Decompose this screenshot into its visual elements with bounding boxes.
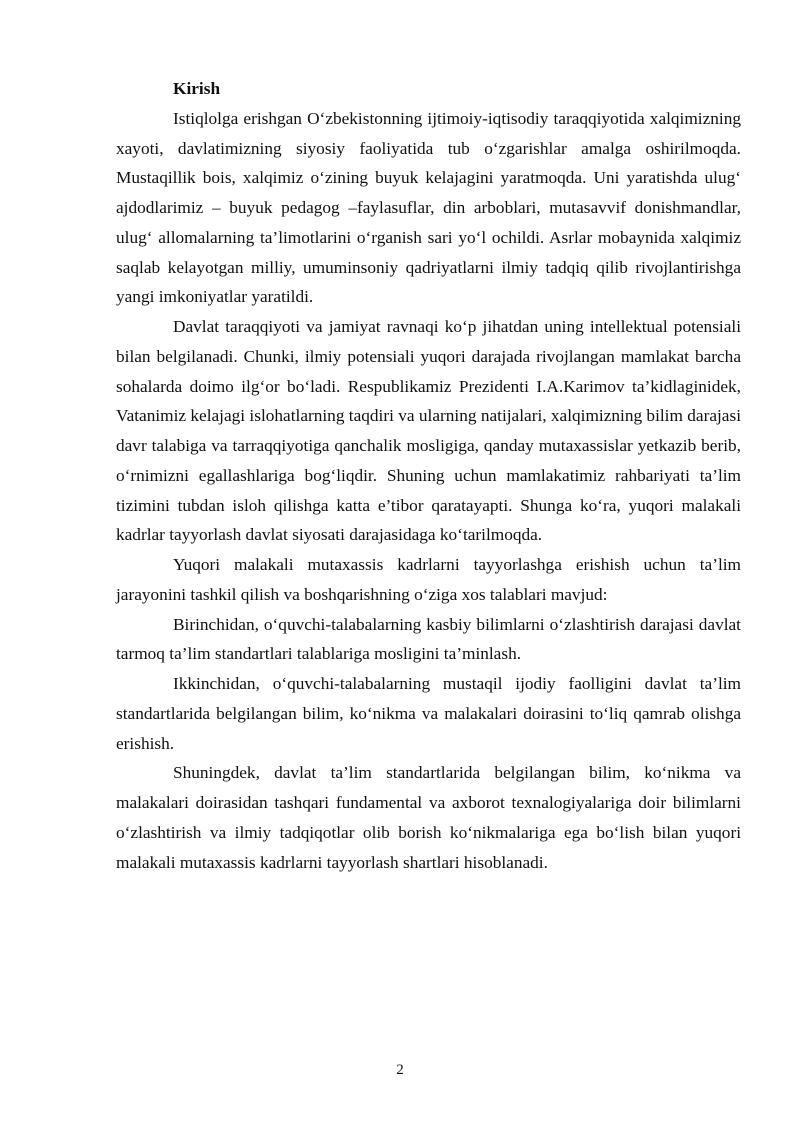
- paragraph-1: Istiqlolga erishgan O‘zbekistonning ijtimoiy-iqtisodiy taraqqiyotida xalqimizning xayoti, davlatimizning siyosiy faoliyatida tub o‘zgarishlar amalga oshirilmoqda. Mustaqillik bois, xalqimiz o‘zining buyuk kelajagini yaratmoqda. Uni yaratishda ulug‘ ajdodlarimiz – buyuk pedagog –faylasuflar, din arboblari, mutasavvif donishmandlar, ulug‘ allomalarning ta’limotlarini o‘rganish sari yo‘l ochildi. Asrlar mobaynida xalqimiz saqlab kelayotgan milliy, umuminsoniy qadriyatlarni ilmiy tadqiq qilib rivojlantirishga yangi imkoniyatlar yaratildi.: [116, 108, 741, 307]
- paragraph-5: Ikkinchidan, o‘quvchi-talabalarning mustaqil ijodiy faolligini davlat ta’lim standartlarida belgilangan bilim, ko‘nikma va malakalari doirasini to‘liq qamrab olishga erishish.: [116, 674, 741, 753]
- paragraph-3: Yuqori malakali mutaxassis kadrlarni tayyorlashga erishish uchun ta’lim jarayonini tashkil qilish va boshqarishning o‘ziga xos talablari mavjud:: [116, 555, 741, 604]
- page-number: 2: [396, 1062, 404, 1078]
- section-heading: Kirish: [173, 79, 221, 98]
- paragraph-6: Shuningdek, davlat ta’lim standartlarida belgilangan bilim, ko‘nikma va malakalari doirasidan tashqari fundamental va axborot texnalogiyalariga doir bilimlarni o‘zlashtirish va ilmiy tadqiqotlar olib borish ko‘nikmalariga ega bo‘lish bilan yuqori malakali mutaxassis kadrlarni tayyorlash shartlari hisoblanadi.: [116, 763, 741, 872]
- paragraph-4: Birinchidan, o‘quvchi-talabalarning kasbiy bilimlarni o‘zlashtirish darajasi davlat tarmoq ta’lim standartlari talablariga mosligini ta’minlash.: [116, 614, 741, 664]
- paragraph-2: Davlat taraqqiyoti va jamiyat ravnaqi ko‘p jihatdan uning intellektual potensiali bilan belgilanadi. Chunki, ilmiy potensiali yuqori darajada rivojlangan mamlakat barcha sohalarda doimo ilg‘or bo‘ladi. Respublikamiz Prezidenti I.A.Karimov ta’kidlaginidek, Vatanimiz kelajagi islohatlarning taqdiri va ularning natijalari, xalqimizning bilim darajasi davr talabiga va tarraqqiyotiga qanchalik mosligiga, qanday mutaxassislar yetkazib berib, o‘rnimizni egallashlariga bog‘liqdir. Shuning uchun mamlakatimiz rahbariyati ta’lim tizimini tubdan isloh qilishga katta e’tibor qaratayapti. Shunga ko‘ra, yuqori malakali kadrlar tayyorlash davlat siyosati darajasidaga ko‘tarilmoqda.: [116, 317, 741, 545]
- page-body: [116, 74, 741, 877]
